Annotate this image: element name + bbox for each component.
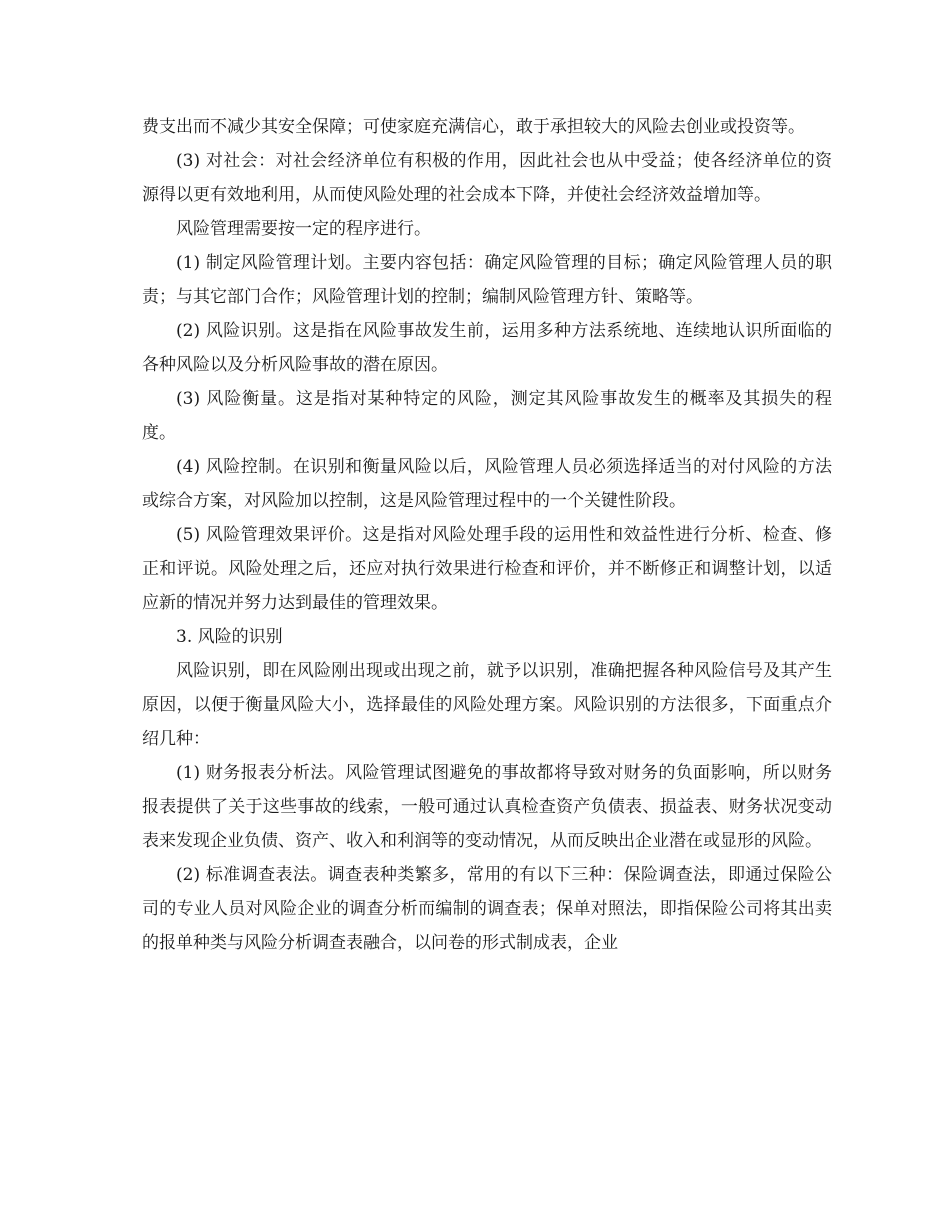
paragraph-step-measurement: (3) 风险衡量。这是指对某种特定的风险，测定其风险事故发生的概率及其损失的程度。 bbox=[142, 389, 832, 443]
paragraph-society: (3) 对社会：对社会经济单位有积极的作用，因此社会也从中受益；使各经济单位的资源得以更有效地利用，从而使风险处理的社会成本下降，并使社会经济效益增加等。 bbox=[142, 151, 832, 205]
paragraph-step-control: (4) 风险控制。在识别和衡量风险以后，风险管理人员必须选择适当的对付风险的方法或综合方案，对风险加以控制，这是风险管理过程中的一个关键性阶段。 bbox=[142, 457, 832, 511]
section-heading: 3. 风险的识别 bbox=[176, 627, 283, 647]
paragraph-method-questionnaire: (2) 标准调查表法。调查表种类繁多，常用的有以下三种：保险调查法，即通过保险公司的专业人员对风险企业的调查分析而编制的调查表；保单对照法，即指保险公司将其出卖的报单种类与风险分析调查表融合，以问卷的形式制成表，企业 bbox=[142, 865, 832, 953]
paragraph-step-identification: (2) 风险识别。这是指在风险事故发生前，运用多种方法系统地、连续地认识所面临的各种风险以及分析风险事故的潜在原因。 bbox=[142, 321, 832, 375]
paragraph-step-evaluation: (5) 风险管理效果评价。这是指对风险处理手段的运用性和效益性进行分析、检查、修正和评说。风险处理之后，还应对执行效果进行检查和评价，并不断修正和调整计划，以适应新的情况并努力达到最佳的管理效果。 bbox=[142, 525, 832, 613]
paragraph-step-plan: (1) 制定风险管理计划。主要内容包括：确定风险管理的目标；确定风险管理人员的职责；与其它部门合作；风险管理计划的控制；编制风险管理方针、策略等。 bbox=[142, 253, 832, 307]
paragraph-method-financial: (1) 财务报表分析法。风险管理试图避免的事故都将导致对财务的负面影响，所以财务报表提供了关于这些事故的线索，一般可通过认真检查资产负债表、损益表、财务状况变动表来发现企业负债、资产、收入和利润等的变动情况，从而反映出企业潜在或显形的风险。 bbox=[142, 763, 832, 851]
paragraph-procedure-intro: 风险管理需要按一定的程序进行。 bbox=[176, 219, 431, 239]
paragraph-continued: 费支出而不减少其安全保障；可使家庭充满信心，敢于承担较大的风险去创业或投资等。 bbox=[142, 117, 805, 137]
document-body bbox=[142, 110, 832, 960]
paragraph-identification-intro: 风险识别，即在风险刚出现或出现之前，就予以识别，准确把握各种风险信号及其产生原因，以便于衡量风险大小，选择最佳的风险处理方案。风险识别的方法很多，下面重点介绍几种： bbox=[142, 661, 832, 749]
